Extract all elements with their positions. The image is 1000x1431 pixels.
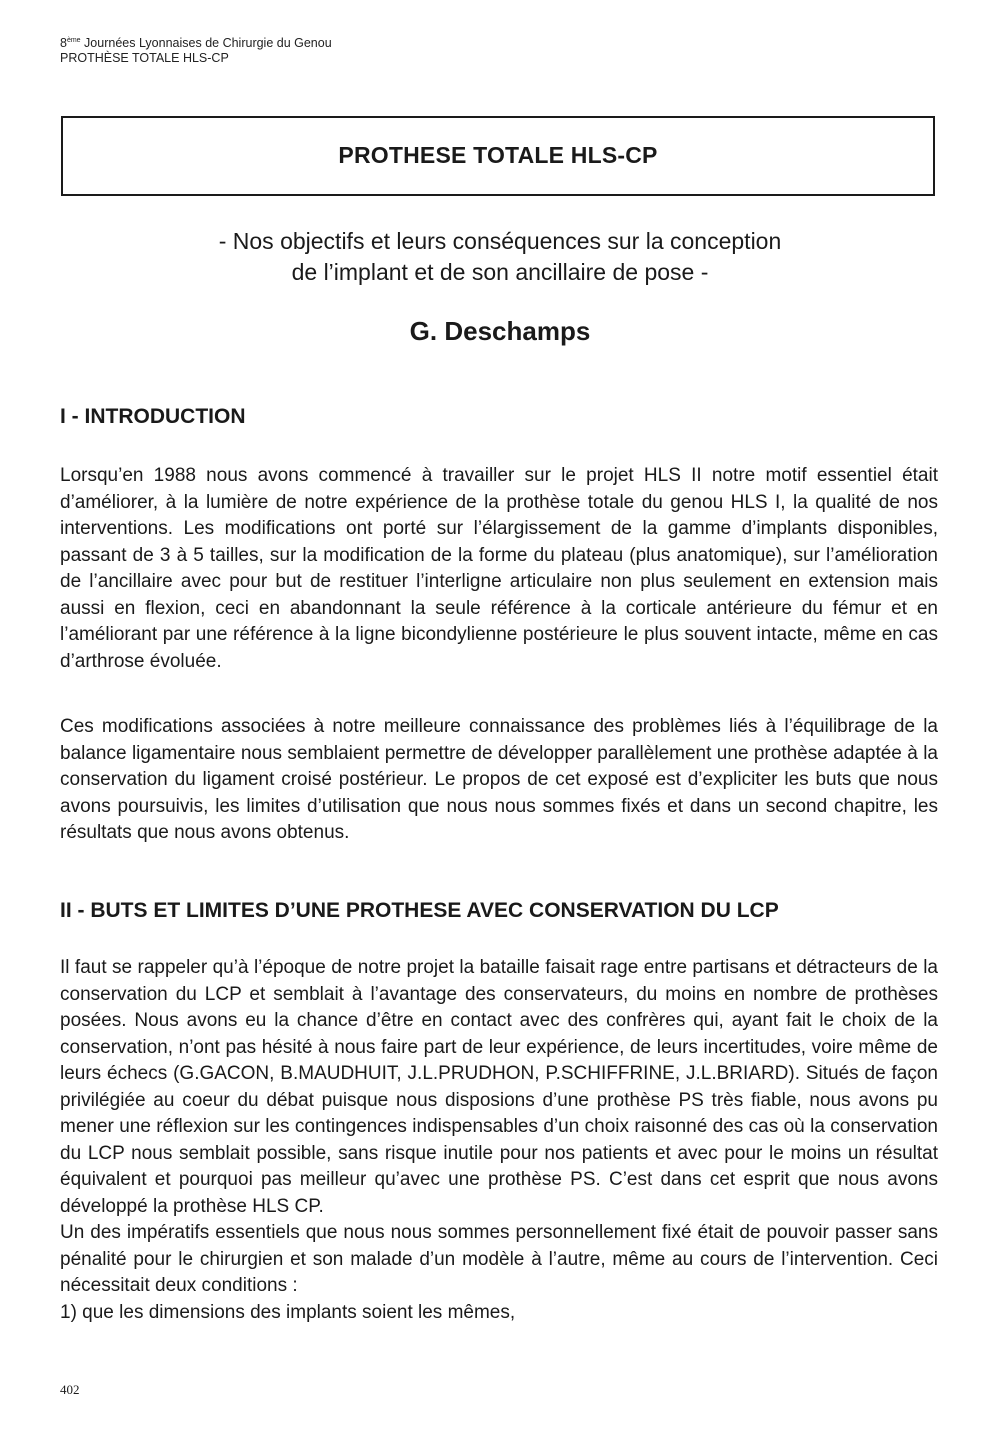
document-title: PROTHESE TOTALE HLS-CP xyxy=(338,142,658,168)
conference-name: Journées Lyonnaises de Chirurgie du Genou xyxy=(80,36,332,50)
edition-number: 8 xyxy=(60,36,67,50)
author-name: G. Deschamps xyxy=(409,316,591,346)
subtitle-line-2: de l’implant et de son ancillaire de pose - xyxy=(291,259,709,285)
subtitle-line-1: - Nos objectifs et leurs conséquences sur la conception xyxy=(218,228,782,254)
edition-suffix: ème xyxy=(66,36,81,44)
document-subtitle xyxy=(100,226,900,288)
title-box xyxy=(61,116,935,196)
paragraph-text: Un des impératifs essentiels que nous nous sommes personnellement fixé était de pouvoir passer sans pénalité pour le chirurgien et son malade d’un modèle à l’autre, même au cours de l’intervention. Ceci nécessitait deux conditions : xyxy=(60,1222,938,1296)
paragraph-intro-2 xyxy=(60,714,938,847)
section-running-title: PROTHÈSE TOTALE HLS-CP xyxy=(60,51,229,65)
conference-line xyxy=(60,36,332,51)
paragraph-text: Il faut se rappeler qu’à l’époque de notre projet la bataille faisait rage entre partisans et détracteurs de la conservation du LCP et semblait à l’avantage des conservateurs, du moins en nombre de prothèses posées. Nous avons eu la chance d’être en contact avec des confrères qui, ayant fait le choix de la conservation, n’ont pas hésité à nous faire part de leur expérience, de leurs incertitudes, voire même de leurs échecs (G.GACON, B.MAUDHUIT, J.L.PRUDHON, P.SCHIFFRINE, J.L.BRIARD). Situés de façon privilégiée au coeur du débat puisque nous disposions d’une prothèse PS très fiable, nous avons pu mener une réflexion sur les contingences indispensables d’un choix raisonné des cas où la conservation du LCP nous semblait possible, sans risque inutile pour nos patients et avec pour le moins un résultat équivalent et pourquoi pas meilleur qu’avec une prothèse PS. C’est dans cet esprit que nous avons développé la prothèse HLS CP. xyxy=(60,957,938,1217)
list-item: 1) que les dimensions des implants soient les mêmes, xyxy=(60,1301,516,1323)
page-number: 402 xyxy=(60,1382,80,1397)
paragraph-text: Ces modifications associées à notre meilleure connaissance des problèmes liés à l’équilibrage de la balance ligamentaire nous semblaient permettre de développer parallèlement une prothèse adaptée à la conservation du ligament croisé postérieur. Le propos de cet exposé est d’expliciter les buts que nous avons poursuivis, les limites d’utilisation que nous nous sommes fixés et dans un second chapitre, les résultats que nous avons obtenus. xyxy=(60,716,938,843)
section-heading-introduction: I - INTRODUCTION xyxy=(60,405,246,428)
section-heading-buts-limites: II - BUTS ET LIMITES D’UNE PROTHESE AVEC CONSERVATION DU LCP xyxy=(60,899,779,922)
paragraph-intro-1 xyxy=(60,463,938,675)
paragraph-text: Lorsqu’en 1988 nous avons commencé à travailler sur le projet HLS II notre motif essentiel était d’améliorer, à la lumière de notre expérience de la prothèse totale du genou HLS I, la qualité de nos interventions. Les modifications ont porté sur l’élargissement de la gamme d’implants disponibles, passant de 3 à 5 tailles, sur la modification de la forme du plateau (plus anatomique), sur l’amélioration de l’ancillaire avec pour but de restituer l’interligne articulaire non plus seulement en extension mais aussi en flexion, ceci en abandonnant la seule référence à la corticale antérieure du fémur et en l’améliorant par une référence à la ligne bicondylienne postérieure le plus souvent intacte, même en cas d’arthrose évoluée. xyxy=(60,465,938,672)
running-header xyxy=(60,36,332,66)
paragraph-buts-1 xyxy=(60,955,938,1326)
